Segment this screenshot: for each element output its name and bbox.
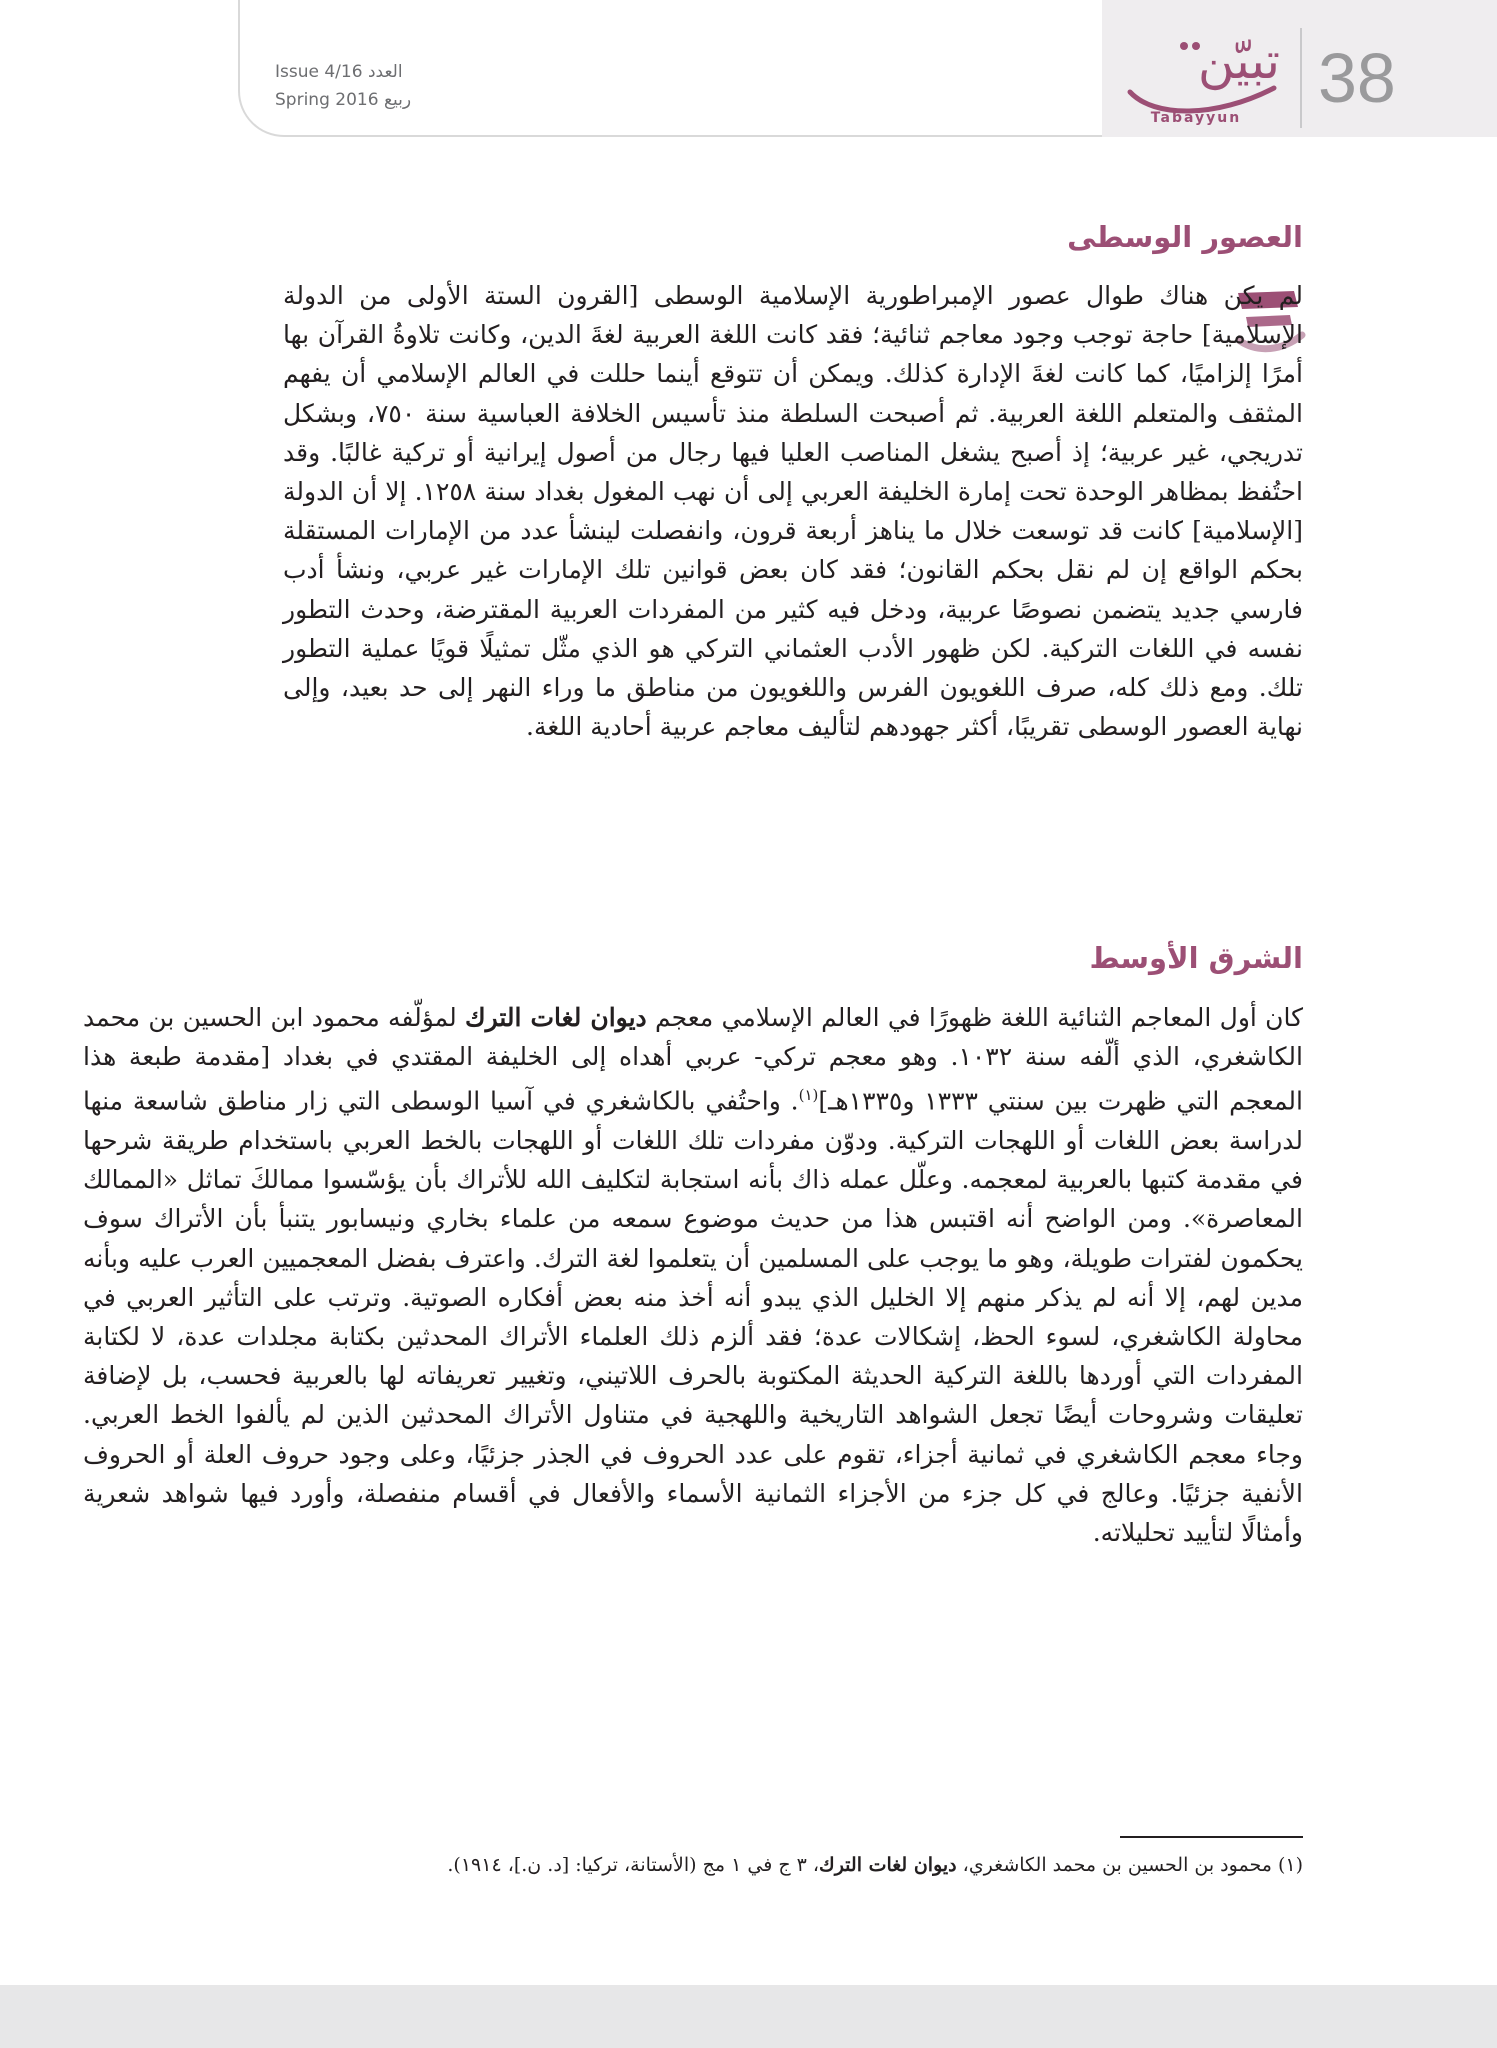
footer-band [0, 1985, 1497, 2048]
footnote-title: ديوان لغات الترك [819, 1854, 957, 1876]
footnote-number: (١) [1277, 1854, 1303, 1876]
season-line: Spring 2016 ربيع [275, 90, 412, 110]
section-heading-middle-ages: العصور الوسطى [1067, 220, 1303, 254]
section1-text: لم يكن هناك طوال عصور الإمبراطورية الإسلامية الوسطى [القرون الستة الأولى من الدولة الإسلامية] حاجة توجب وجود معاجم ثنائية؛ فقد كانت اللغة العربية لغةَ الدين، وكانت تلاوةُ القرآن بها أمرًا إلزاميًا، كما كانت لغةَ الإدارة كذلك. ويمكن أن تتوقع أينما حللت في العالم الإسلامي أن يفهم المثقف والمتعلم اللغة العربية. ثم أصبحت السلطة منذ تأسيس الخلافة العباسية سنة ٧٥٠، وبشكل تدريجي، غير عربية؛ إذ أصبح يشغل المناصب العليا فيها رجال من أصول إيرانية أو تركية غالبًا. وقد احتُفظ بمظاهر الوحدة تحت إمارة الخليفة العربي إلى أن نهب المغول بغداد سنة ١٢٥٨. إلا أن الدولة [الإسلامية] كانت قد توسعت خلال ما يناهز أربعة قرون، وانفصلت لينشأ عدد من الإمارات المستقلة بحكم الواقع إن لم نقل بحكم القانون؛ فقد كان بعض قوانين تلك الإمارات غير عربي، ونشأ أدب فارسي جديد يتضمن نصوصًا عربية، ودخل فيه كثير من المفردات العربية المقترضة، وحدث التطور نفسه في اللغات التركية. لكن ظهور الأدب العثماني التركي هو الذي مثّل تمثيلًا قويًا عملية التطور تلك. ومع ذلك كله، صرف اللغويون الفرس واللغويون من مناطق ما وراء النهر إلى حد بعيد، وإلى نهاية العصور الوسطى تقريبًا، أكثر جهودهم لتأليف معاجم عربية أحادية اللغة. [283, 281, 1303, 742]
section2-paragraph [83, 998, 1303, 1552]
footnote-divider [1120, 1836, 1303, 1838]
logo-latin-text: Tabayyun [1150, 110, 1242, 126]
section-heading-middle-east: الشرق الأوسط [1089, 941, 1303, 975]
page-number: 38 [1318, 39, 1396, 117]
issue-info [275, 58, 475, 114]
issue-line: Issue 4/16 العدد [275, 62, 403, 82]
footnote [283, 1850, 1303, 1880]
footnote-reference[interactable]: (١) [798, 1086, 819, 1105]
section2-text-c: . واحتُفي بالكاشغري في آسيا الوسطى التي زار مناطق شاسعة منها لدراسة بعض اللغات أو اللهجات التركية. ودوّن مفردات تلك اللغات أو اللهجات بالخط العربي باستخدام طريقة شرحها في مقدمة كتبها بالعربية لمعجمه. وعلّل عمله ذاك بأنه استجابة لتكليف الله للأتراك بأن يؤسّسوا ممالكَ تماثل «الممالك المعاصرة». ومن الواضح أنه اقتبس هذا من حديث موضوع سمعه من علماء بخاري ونيسابور يتنبأ بأن الأتراك سوف يحكمون لفترات طويلة، وهو ما يوجب على المسلمين أن يتعلموا لغة الترك. واعترف بفضل المعجميين العرب عليه وبأنه مدين لهم، إلا أنه لم يذكر منهم إلا الخليل الذي يبدو أنه أخذ منه بعض أفكاره الصوتية. وترتب على التأثير العربي في محاولة الكاشغري، لسوء الحظ، إشكالات عدة؛ فقد ألزم ذلك العلماء الأتراك المحدثين بكتابة مجلدات عدة، لا لكتابة المفردات التي أوردها باللغة التركية الحديثة المكتوبة بالحرف اللاتيني، وتغيير تعريفاته لها بالعربية فحسب، بل لإضافة تعليقات وشروحات أيضًا تجعل الشواهد التاريخية واللهجية في متناول الأتراك المحدثين الذين لم يألفوا الخط العربي. وجاء معجم الكاشغري في ثمانية أجزاء، تقوم على عدد الحروف في الجذر جزئيًا، وعلى وجود حروف العلة أو الحروف الأنفية جزئيًا. وعالج في كل جزء من الأجزاء الثمانية الأسماء والأفعال في أقسام منفصلة، وأورد فيها شواهد شعرية وأمثالًا لتأييد تحليلاته. [83, 1086, 1303, 1547]
logo-arabic-text: تبيّن [1197, 32, 1280, 90]
book-title-bold: ديوان لغات الترك [464, 1003, 647, 1032]
header-divider [1300, 28, 1302, 128]
section2-text-a: كان أول المعاجم الثنائية اللغة ظهورًا في العالم الإسلامي معجم [646, 1003, 1303, 1032]
footnote-details: ، ٣ ج في ١ مج (الأستانة، تركيا: [د. ن.]، ١٩١٤). [447, 1854, 820, 1876]
section1-paragraph [283, 276, 1303, 746]
footnote-author: محمود بن الحسين بن محمد الكاشغري، [956, 1854, 1278, 1876]
section2-text-b: لمؤلّفه محمود ابن الحسين بن محمد الكاشغري، الذي ألّفه سنة ١٠٣٢. وهو معجم تركي- عربي أهداه إلى الخليفة المقتدي في بغداد [مقدمة طبعة هذا المعجم التي ظهرت بين سنتي ١٣٣٣ و١٣٣٥هـ] [83, 1003, 1303, 1116]
